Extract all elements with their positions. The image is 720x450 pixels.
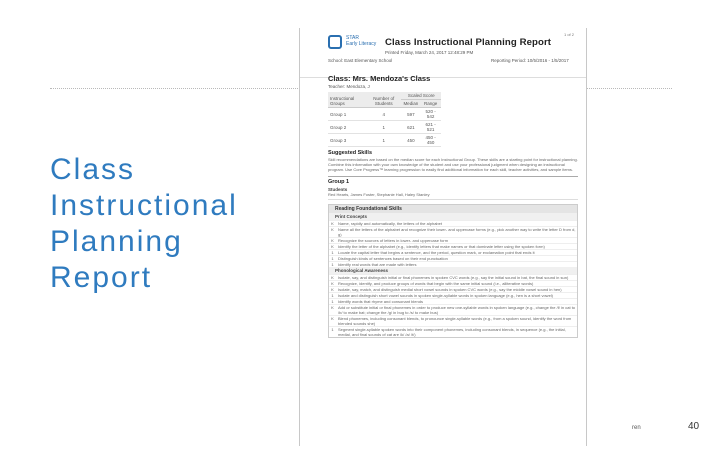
group-divider: [328, 176, 578, 177]
table-cell: 621 - 521: [420, 121, 441, 134]
table-cell: Group 3: [328, 134, 366, 147]
report-body: [328, 74, 578, 338]
skill-category-heading: Print Concepts: [329, 213, 577, 220]
students-label: Students: [328, 187, 348, 192]
table-cell: 4: [366, 108, 401, 121]
skill-text: Name all the letters of the alphabet and recognize their lower- and uppercase forms (e.g., pick another way to write the letter D from d, g): [338, 227, 576, 237]
table-header-row: [328, 92, 441, 100]
group-heading: Group 1: [328, 179, 350, 185]
report-page-indicator: 1 of 2: [563, 32, 574, 37]
skill-row: [329, 226, 577, 237]
skill-grade: 1: [331, 293, 334, 298]
skill-category-heading: Phonological Awareness: [329, 267, 577, 274]
table-row: [328, 134, 441, 147]
table-cell: 450: [401, 134, 420, 147]
table-cell: 450 - 450: [420, 134, 441, 147]
skill-grade: 1: [331, 299, 334, 304]
table-cell: 1: [366, 121, 401, 134]
report-reporting-period: Reporting Period: 10/5/2016 - 1/5/2017: [491, 58, 569, 63]
students-list: Red Hearts, James Foster, Stephanie Hall, Haley Stanley: [328, 192, 578, 200]
skill-text: Segment single-syllable spoken words into their component phonemes, including consonant blends, in sequence (e.g., the initial, medial, and final sounds of cat are /k/ /a/ /t/): [338, 327, 566, 337]
skill-row: [329, 326, 577, 337]
slide-page-number: 40: [688, 421, 700, 432]
skill-text: Isolate and distinguish short vowel sounds in spoken single-syllable words in spoken language (e.g., hen is a short vowel): [338, 293, 554, 298]
logo-text: [346, 35, 376, 47]
skill-grade: K: [331, 238, 334, 243]
table-row: [328, 108, 441, 121]
table-row: [328, 121, 441, 134]
skill-row: [329, 286, 577, 292]
skill-text: Recognize the sources of letters in lower- and uppercase form: [338, 238, 449, 243]
skill-text: Isolate, say, match, and distinguish medial short vowel sounds in spoken CVC words (e.g., say the middle vowel sound in hen): [338, 287, 562, 292]
table-cell: 621: [401, 121, 420, 134]
slide-title-line: Planning: [50, 225, 183, 258]
skill-text: Isolate, say, and distinguish initial or final phonemes in spoken CVC words (e.g., say the initial sound in bat, the final sound in sun): [338, 275, 569, 280]
report-document-image: [299, 28, 587, 446]
suggested-skills-text: Skill recommendations are based on the median score for each Instructional Group. These skills are a starting point for instructional planning. Combine this information with your own knowledge of the student and use your professional judgment when designing an instructional program. Use Core Progress™ learning progression to easily find additional information for each skill, teacher activities, and sample items.: [328, 157, 578, 172]
table-cell: Group 1: [328, 108, 366, 121]
skill-grade: K: [331, 227, 334, 232]
skill-grade: K: [331, 221, 334, 226]
skill-row: [329, 315, 577, 326]
table-header: Median: [403, 101, 419, 106]
skill-grade: 1: [331, 327, 334, 332]
skill-categories: [329, 213, 577, 337]
report-title: Class Instructional Planning Report: [385, 37, 552, 48]
skill-row: [329, 304, 577, 315]
skill-text: Add or substitute initial or final phonemes in order to produce new one-syllable words in spoken language (e.g., change the /f/ in cat to /b/ to make bat; change the /g/ in bug to /s/ to make bus): [338, 305, 576, 315]
skill-text: Distinguish kinds of sentences based on their end punctuation: [338, 256, 448, 261]
class-title: Class: Mrs. Mendoza's Class: [328, 74, 431, 83]
skill-text: Blend phonemes, including consonant blends, to pronounce single-syllable words (e.g., from a spoken sound, identify the word from blended sounds she): [338, 316, 572, 326]
slide-title-line: Class: [50, 153, 136, 186]
table-header: Number of Students: [366, 92, 401, 108]
footer-logo-mark: ren: [632, 425, 641, 431]
skill-grade: K: [331, 275, 334, 280]
slide-title-line: Report: [50, 261, 153, 294]
teacher-name: Teacher: Mendoza, J: [328, 84, 370, 89]
slide-title: [50, 152, 280, 296]
students-section: [328, 187, 578, 200]
table-header: Scaled Score: [401, 92, 441, 100]
skill-text: Name, rapidly and automatically, the letters of the alphabet: [338, 221, 442, 226]
skill-grade: K: [331, 305, 334, 310]
skill-row: [329, 292, 577, 298]
table-cell: 597: [401, 108, 420, 121]
skill-grade: 1: [331, 256, 334, 261]
suggested-skills-heading: Suggested Skills: [328, 150, 373, 156]
skills-panel: [328, 204, 578, 338]
table-header: Range: [420, 100, 441, 108]
skill-text: Identify the letter of the alphabet (e.g., identify letters that make names or that dominate letter using the spoken form): [338, 244, 545, 249]
table-cell: 1: [366, 134, 401, 147]
report-school: School: East Elementary School: [328, 58, 393, 63]
skill-grade: 1: [331, 250, 334, 255]
skill-grade: K: [331, 244, 334, 249]
skill-text: Identify real words that are made with letters: [338, 262, 417, 267]
table-cell: 520 - 542: [420, 108, 441, 121]
skills-panel-title: Reading Foundational Skills: [329, 205, 577, 213]
report-header: [300, 28, 586, 78]
star-logo-icon: [328, 35, 342, 49]
skill-text: Recognize, identify, and produce groups of words that begin with the same initial sound (i.e., alliterative words): [338, 281, 534, 286]
skill-row: [329, 274, 577, 280]
skill-grade: K: [331, 281, 334, 286]
logo-line: STAR: [346, 35, 359, 41]
logo-line: Early Literacy: [346, 41, 377, 47]
skill-grade: K: [331, 287, 334, 292]
skill-grade: K: [331, 316, 334, 321]
skill-text: Locate the capital letter that begins a sentence, and the period, question mark, or exclamation point that ends it: [338, 250, 535, 255]
skill-row: [329, 243, 577, 249]
skill-grade: 1: [331, 262, 334, 267]
slide-title-line: Instructional: [50, 189, 238, 222]
table-cell: Group 2: [328, 121, 366, 134]
report-printed-date: Printed Friday, March 24, 2017 12:48:29 PM: [385, 50, 474, 55]
skill-text: Identify words that rhyme and consonant blends: [338, 299, 423, 304]
table-header: Instructional Groups: [328, 92, 366, 108]
groups-table: [328, 92, 441, 147]
